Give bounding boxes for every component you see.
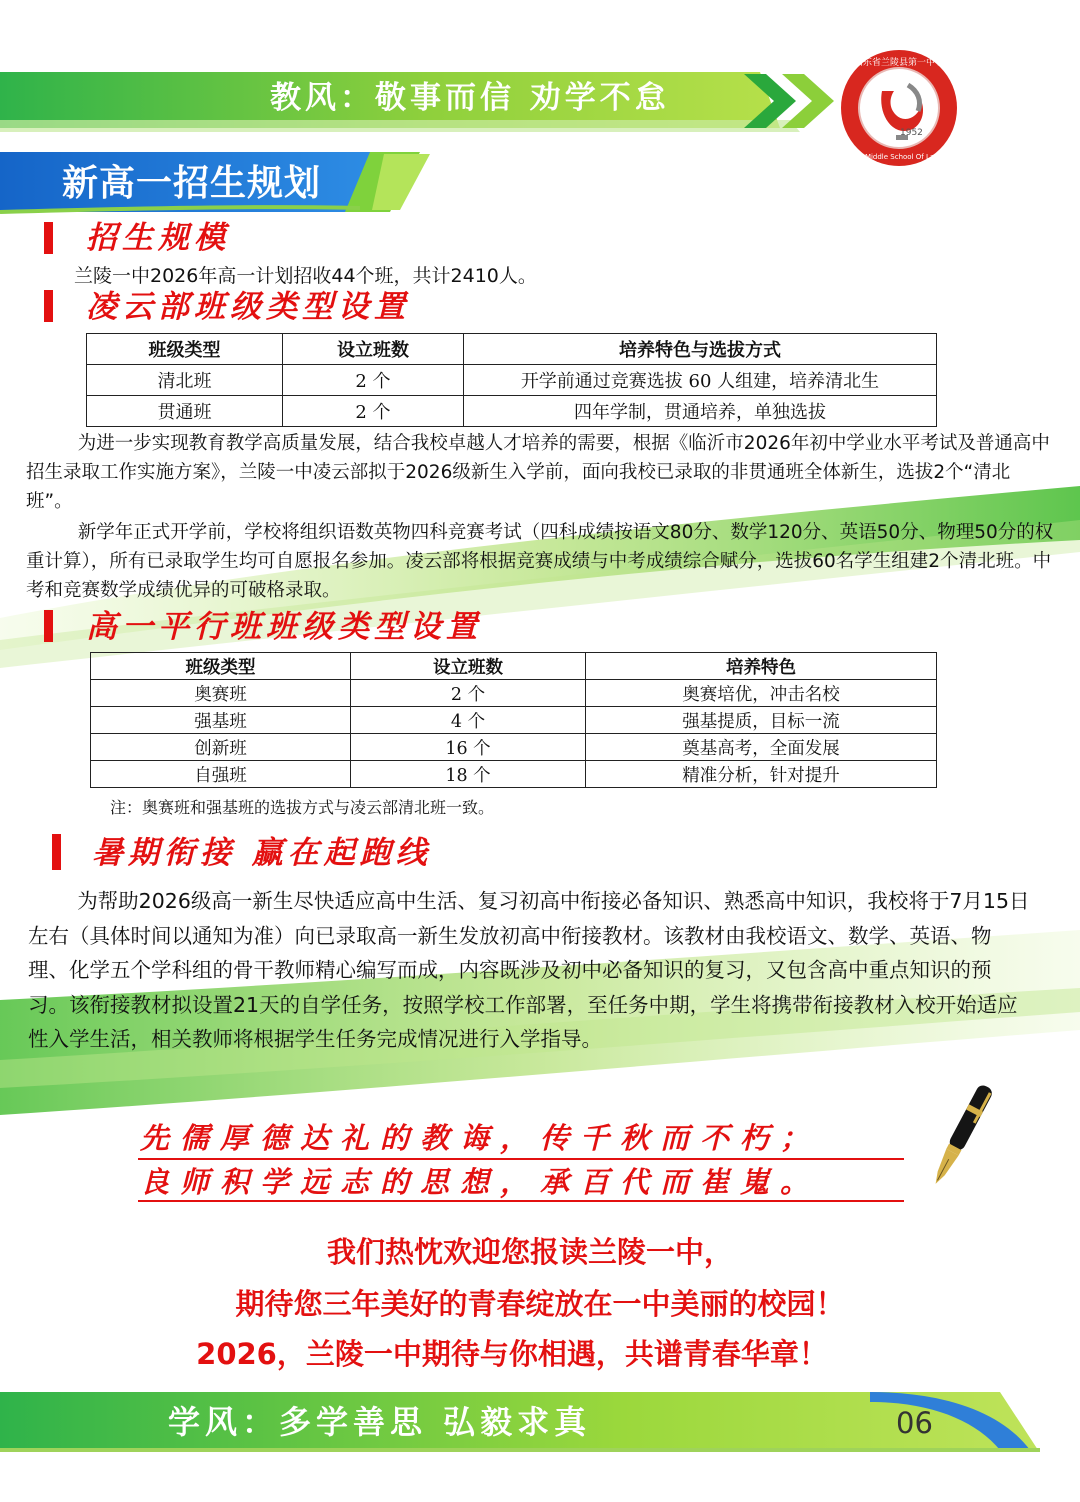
table-cell: 强基提质，目标一流	[586, 707, 937, 734]
table-cell: 奥赛培优，冲击名校	[586, 680, 937, 707]
enrollment-scale-paragraph: 兰陵一中2026年高一计划招收44个班，共计2410人。	[74, 265, 537, 287]
summer-bridge-text	[28, 884, 1032, 1057]
table-header: 班级类型	[91, 653, 351, 680]
table-cell: 奠基高考，全面发展	[586, 734, 937, 761]
table-cell: 开学前通过竞赛选拔 60 人组建，培养清北生	[464, 365, 937, 396]
table-row	[91, 761, 937, 788]
section-title-enrollment-scale: 招生规模	[86, 220, 230, 256]
section-marker	[44, 610, 53, 642]
table-cell: 18 个	[351, 761, 586, 788]
page-number: 06	[896, 1406, 933, 1440]
table-cell: 精准分析，针对提升	[586, 761, 937, 788]
table-header-row	[87, 334, 937, 365]
lingyun-paragraph-1: 为进一步实现教育教学高质量发展，结合我校卓越人才培养的需要，根据《临沂市2026年初中学业水平考试及普通高中招生录取工作实施方案》，兰陵一中凌云部拟于2026级新生入学前，面向我校已录取的非贯通班全体新生，选拔2个“清北班”。	[26, 433, 1050, 512]
table-cell: 四年学制，贯通培养，单独选拔	[464, 396, 937, 427]
fountain-pen-icon	[920, 1078, 1000, 1198]
table-row	[87, 365, 937, 396]
table-cell: 奥赛班	[91, 680, 351, 707]
table-note: 注：奥赛班和强基班的选拔方式与凌云部清北班一致。	[110, 798, 495, 817]
header-motto: 教风：敬事而信 劝学不怠	[270, 80, 670, 116]
svg-text:No.1 Middle School Of Lanling: No.1 Middle School Of Lanling	[846, 153, 952, 161]
welcome-line-2: 期待您三年美好的青春绽放在一中美丽的校园！	[235, 1287, 845, 1321]
table-cell: 2 个	[351, 680, 586, 707]
table-header: 培养特色	[586, 653, 937, 680]
table-cell: 清北班	[87, 365, 283, 396]
table-cell: 自强班	[91, 761, 351, 788]
page-title: 新高一招生规划	[62, 163, 322, 204]
table-row	[87, 396, 937, 427]
welcome-line-1: 我们热忱欢迎您报读兰陵一中，	[326, 1235, 733, 1269]
section-title-lingyun-classes: 凌云部班级类型设置	[86, 289, 410, 325]
poem-underline	[138, 1200, 904, 1202]
parallel-class-table	[90, 652, 937, 788]
poem-underline	[138, 1158, 904, 1160]
table-header: 设立班数	[283, 334, 464, 365]
table-cell: 强基班	[91, 707, 351, 734]
poem-line-2: 良师积学远志的思想，承百代而崔嵬。	[140, 1165, 821, 1199]
table-row	[91, 707, 937, 734]
table-cell: 贯通班	[87, 396, 283, 427]
section-marker	[44, 290, 53, 322]
logo-year: 1952	[900, 128, 923, 138]
table-cell: 创新班	[91, 734, 351, 761]
lingyun-paragraph-2: 新学年正式开学前，学校将组织语数英物四科竞赛考试（四科成绩按语文80分、数学120分、英语50分、物理50分的权重计算），所有已录取学生均可自愿报名参加。凌云部将根据竞赛成绩与中考成绩综合赋分，选拔60名学生组建2个清北班。中考和竞赛数学成绩优异的可破格录取。	[26, 522, 1054, 601]
lingyun-class-table	[86, 333, 937, 427]
enrollment-scale-text	[74, 262, 974, 290]
lingyun-description	[26, 429, 1056, 605]
table-header: 班级类型	[87, 334, 283, 365]
table-row	[91, 680, 937, 707]
table-row	[91, 734, 937, 761]
section-title-parallel-classes: 高一平行班班级类型设置	[86, 609, 482, 645]
section-marker	[52, 834, 61, 870]
table-cell: 2 个	[283, 365, 464, 396]
school-logo	[838, 47, 960, 169]
section-marker	[44, 222, 53, 254]
welcome-line-3: 2026，兰陵一中期待与你相遇，共谱青春华章！	[196, 1337, 828, 1371]
poem-line-1: 先儒厚德达礼的教诲，传千秋而不朽；	[140, 1121, 821, 1155]
section-title-summer-bridge: 暑期衔接 赢在起跑线	[92, 835, 432, 871]
table-cell: 4 个	[351, 707, 586, 734]
table-cell: 16 个	[351, 734, 586, 761]
table-header: 培养特色与选拔方式	[464, 334, 937, 365]
table-cell: 2 个	[283, 396, 464, 427]
summer-bridge-paragraph: 为帮助2026级高一新生尽快适应高中生活、复习初高中衔接必备知识、熟悉高中知识，我校将于7月15日左右（具体时间以通知为准）向已录取高一新生发放初高中衔接教材。该教材由我校语文、数学、英语、物理、化学五个学科组的骨干教师精心编写而成，内容既涉及初中必备知识的复习，又包含高中重点知识的预习。该衔接教材拟设置21天的自学任务，按照学校工作部署，至任务中期，学生将携带衔接教材入校开始适应性入学生活，相关教师将根据学生任务完成情况进行入学指导。	[28, 889, 1030, 1051]
table-header-row	[91, 653, 937, 680]
footer-motto: 学风：多学善思 弘毅求真	[168, 1403, 592, 1441]
svg-text:山东省兰陵县第一中学: 山东省兰陵县第一中学	[853, 58, 945, 68]
table-header: 设立班数	[351, 653, 586, 680]
